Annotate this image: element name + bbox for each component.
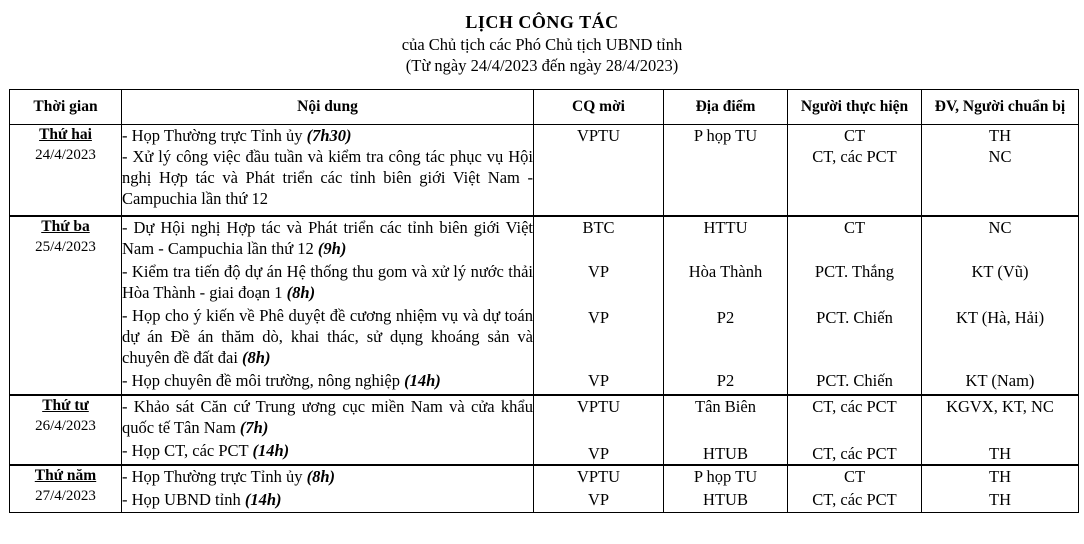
preparer-cell: KT (Nam) — [922, 368, 1079, 395]
executor-cell: CT, các PCT — [788, 146, 922, 216]
date-range: (Từ ngày 24/4/2023 đến ngày 28/4/2023) — [405, 56, 679, 75]
table-row — [10, 216, 1079, 259]
table-row — [10, 259, 1079, 303]
executor-cell: CT — [788, 216, 922, 259]
content-cell: - Xử lý công việc đầu tuần và kiểm tra công tác phục vụ Hội nghị Hợp tác và Phát triển các tỉnh biên giới Việt Nam - Campuchia lần thứ 12 — [122, 146, 534, 216]
location-cell: HTUB — [664, 438, 788, 465]
inviter-cell: VPTU — [534, 395, 664, 438]
location-cell: P2 — [664, 368, 788, 395]
preparer-cell: KT (Hà, Hải) — [922, 303, 1079, 368]
content-cell: - Họp chuyên đề môi trường, nông nghiệp (14h) — [122, 368, 534, 395]
inviter-cell: VP — [534, 303, 664, 368]
schedule-table — [9, 89, 1079, 513]
content-cell: - Khảo sát Căn cứ Trung ương cục miền Nam và cửa khẩu quốc tế Tân Nam (7h) — [122, 397, 533, 437]
preparer-cell: NC — [922, 216, 1079, 259]
col-header-preparer: ĐV, Người chuẩn bị — [922, 90, 1079, 125]
inviter-cell: VP — [534, 259, 664, 303]
preparer-cell: TH — [922, 465, 1079, 487]
preparer-cell: KGVX, KT, NC — [922, 395, 1079, 438]
location-cell: P họp TU — [664, 465, 788, 487]
day-cell — [10, 125, 122, 217]
day-name: Thứ tư — [42, 397, 89, 414]
table-row — [10, 465, 1079, 487]
content-cell: - Kiểm tra tiến độ dự án Hệ thống thu gom và xử lý nước thải Hòa Thành - giai đoạn 1 (8h) — [122, 259, 534, 303]
table-row — [10, 395, 1079, 438]
col-header-time: Thời gian — [10, 90, 122, 125]
executor-cell: CT, các PCT — [788, 438, 922, 465]
content-cell: - Họp CT, các PCT (14h) — [122, 438, 534, 465]
preparer-cell: TH — [922, 125, 1079, 147]
col-header-location: Địa điểm — [664, 90, 788, 125]
table-row — [10, 438, 1079, 465]
inviter-cell: VPTU — [534, 125, 664, 147]
table-row — [10, 303, 1079, 368]
executor-cell: PCT. Thắng — [788, 259, 922, 303]
day-date: 27/4/2023 — [35, 488, 96, 504]
table-row — [10, 125, 1079, 147]
header-row — [10, 90, 1079, 125]
location-cell: HTUB — [664, 487, 788, 513]
inviter-cell: VP — [534, 438, 664, 465]
content-cell: - Họp UBND tỉnh (14h) — [122, 487, 534, 513]
day-cell — [10, 395, 122, 465]
day-name: Thứ năm — [34, 467, 97, 484]
location-cell: P2 — [664, 303, 788, 368]
content-cell: - Họp Thường trực Tỉnh ủy (7h30) — [122, 125, 534, 147]
inviter-cell — [534, 146, 664, 216]
executor-cell: CT — [788, 125, 922, 147]
inviter-cell: VP — [534, 368, 664, 395]
table-row — [10, 368, 1079, 395]
preparer-cell: KT (Vũ) — [922, 259, 1079, 303]
content-cell: - Dự Hội nghị Hợp tác và Phát triển các tỉnh biên giới Việt Nam - Campuchia lần thứ 12 (9h) — [122, 218, 533, 258]
preparer-cell: TH — [922, 487, 1079, 513]
table-row — [10, 487, 1079, 513]
day-date: 26/4/2023 — [35, 418, 96, 434]
content-cell: - Họp cho ý kiến về Phê duyệt đề cương nhiệm vụ và dự toán dự án Đề án thăm dò, khai thác, sử dụng khoáng sản và chuyên đề đất đai (8h) — [122, 303, 534, 368]
executor-cell: CT, các PCT — [788, 395, 922, 438]
location-cell: P họp TU — [664, 125, 788, 147]
inviter-cell: VPTU — [534, 465, 664, 487]
document-subtitle: của Chủ tịch các Phó Chủ tịch UBND tỉnh — [401, 35, 683, 54]
table-row — [10, 146, 1079, 216]
preparer-cell: TH — [922, 438, 1079, 465]
location-cell: Hòa Thành — [664, 259, 788, 303]
location-cell: Tân Biên — [664, 395, 788, 438]
document-title: LỊCH CÔNG TÁC — [465, 12, 619, 32]
executor-cell: CT, các PCT — [788, 487, 922, 513]
executor-cell: PCT. Chiến — [788, 303, 922, 368]
day-date: 24/4/2023 — [35, 147, 96, 163]
executor-cell: CT — [788, 465, 922, 487]
preparer-cell: NC — [922, 146, 1079, 216]
col-header-content: Nội dung — [122, 90, 534, 125]
day-name: Thứ hai — [39, 126, 92, 143]
executor-cell: PCT. Chiến — [788, 368, 922, 395]
col-header-executor: Người thực hiện — [788, 90, 922, 125]
location-cell: HTTU — [664, 216, 788, 259]
inviter-cell: BTC — [534, 216, 664, 259]
location-cell — [664, 146, 788, 216]
day-cell — [10, 216, 122, 395]
inviter-cell: VP — [534, 487, 664, 513]
day-date: 25/4/2023 — [35, 239, 96, 255]
content-cell: - Họp Thường trực Tỉnh ủy (8h) — [122, 465, 534, 487]
day-name: Thứ ba — [41, 218, 90, 235]
day-cell — [10, 465, 122, 513]
col-header-inviter: CQ mời — [534, 90, 664, 125]
